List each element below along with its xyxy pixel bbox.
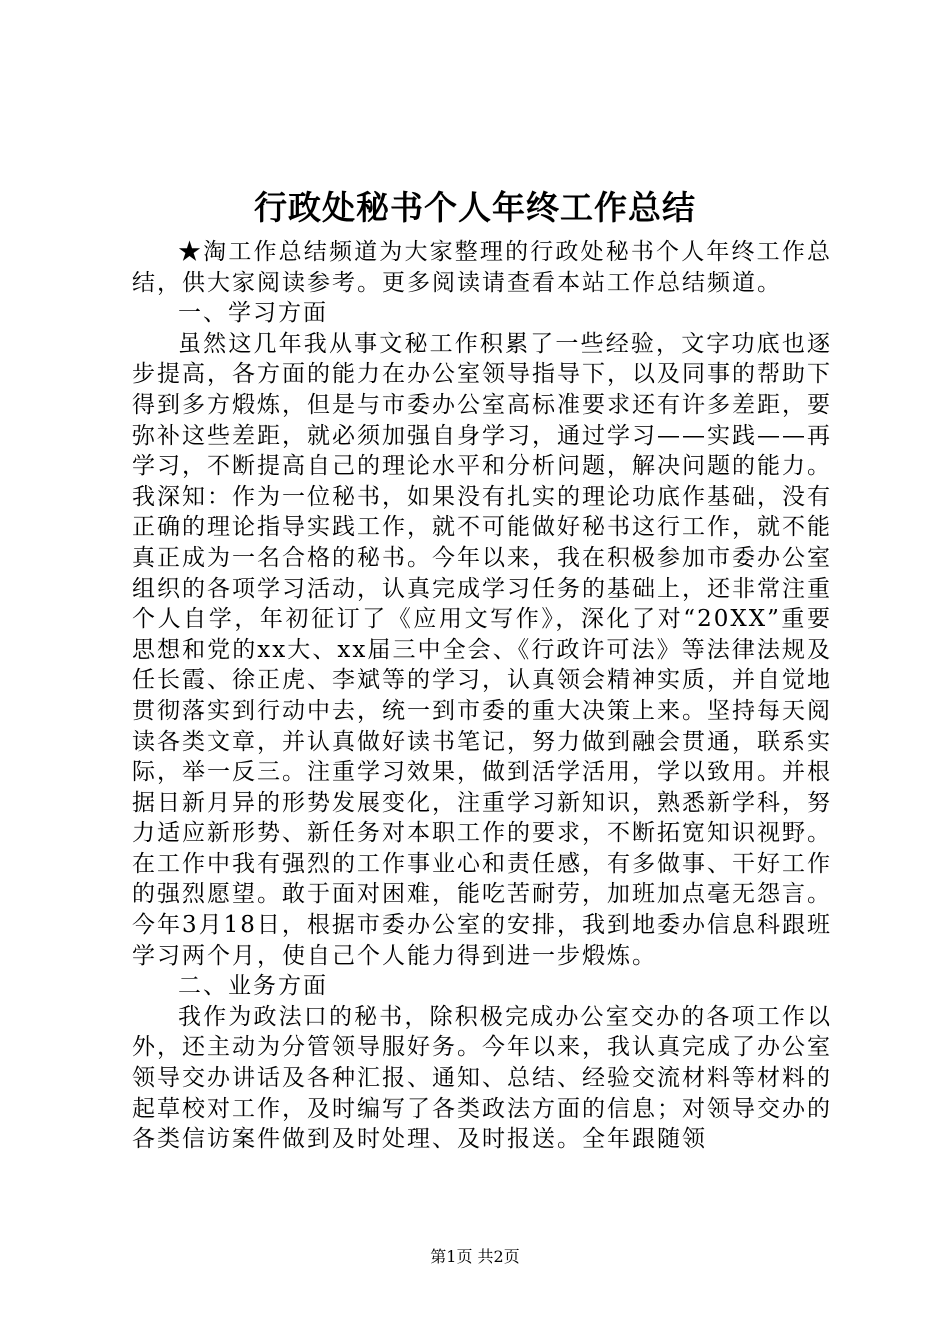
intro-paragraph: ★淘工作总结频道为大家整理的行政处秘书个人年终工作总结，供大家阅读参考。更多阅读请查看本站工作总结频道。 bbox=[132, 239, 832, 296]
document-title: 行政处秘书个人年终工作总结 bbox=[254, 188, 696, 227]
page-footer: 第1页 共2页 bbox=[430, 1247, 520, 1266]
section-heading-business: 二、业务方面 bbox=[178, 973, 328, 1000]
section-heading-study: 一、学习方面 bbox=[178, 300, 328, 327]
document-body bbox=[132, 237, 832, 1155]
section-body-business: 我作为政法口的秘书，除积极完成办公室交办的各项工作以外，还主动为分管领导服好务。今年以来，我认真完成了办公室领导交办讲话及各种汇报、通知、总结、经验交流材料等材料的起草校对工作，及时编写了各类政法方面的信息；对领导交办的各类信访案件做到及时处理、及时报送。全年跟随领 bbox=[132, 1003, 832, 1153]
section-body-study: 虽然这几年我从事文秘工作积累了一些经验，文字功底也逐步提高，各方面的能力在办公室领导指导下，以及同事的帮助下得到多方煅炼，但是与市委办公室高标准要求还有许多差距，要弥补这些差距，就必须加强自身学习，通过学习——实践——再学习，不断提高自己的理论水平和分析问题，解决问题的能力。我深知：作为一位秘书，如果没有扎实的理论功底作基础，没有正确的理论指导实践工作，就不可能做好秘书这行工作，就不能真正成为一名合格的秘书。今年以来，我在积极参加市委办公室组织的各项学习活动，认真完成学习任务的基础上，还非常注重个人自学，年初征订了《应用文写作》，深化了对“20XX”重要思想和党的xx大、xx届三中全会、《行政许可法》等法律法规及任长霞、徐正虎、李斌等的学习，认真领会精神实质，并自觉地贯彻落实到行动中去，统一到市委的重大决策上来。坚持每天阅读各类文章，并认真做好读书笔记，努力做到融会贯通，联系实际，举一反三。注重学习效果，做到活学活用，学以致用。并根据日新月异的形势发展变化，注重学习新知识，熟悉新学科，努力适应新形势、新任务对本职工作的要求，不断拓宽知识视野。在工作中我有强烈的工作事业心和责任感，有多做事、干好工作的强烈愿望。敢于面对困难，能吃苦耐劳，加班加点毫无怨言。今年3月18日，根据市委办公室的安排，我到地委办信息科跟班学习两个月，使自己个人能力得到进一步煅炼。 bbox=[132, 330, 832, 969]
